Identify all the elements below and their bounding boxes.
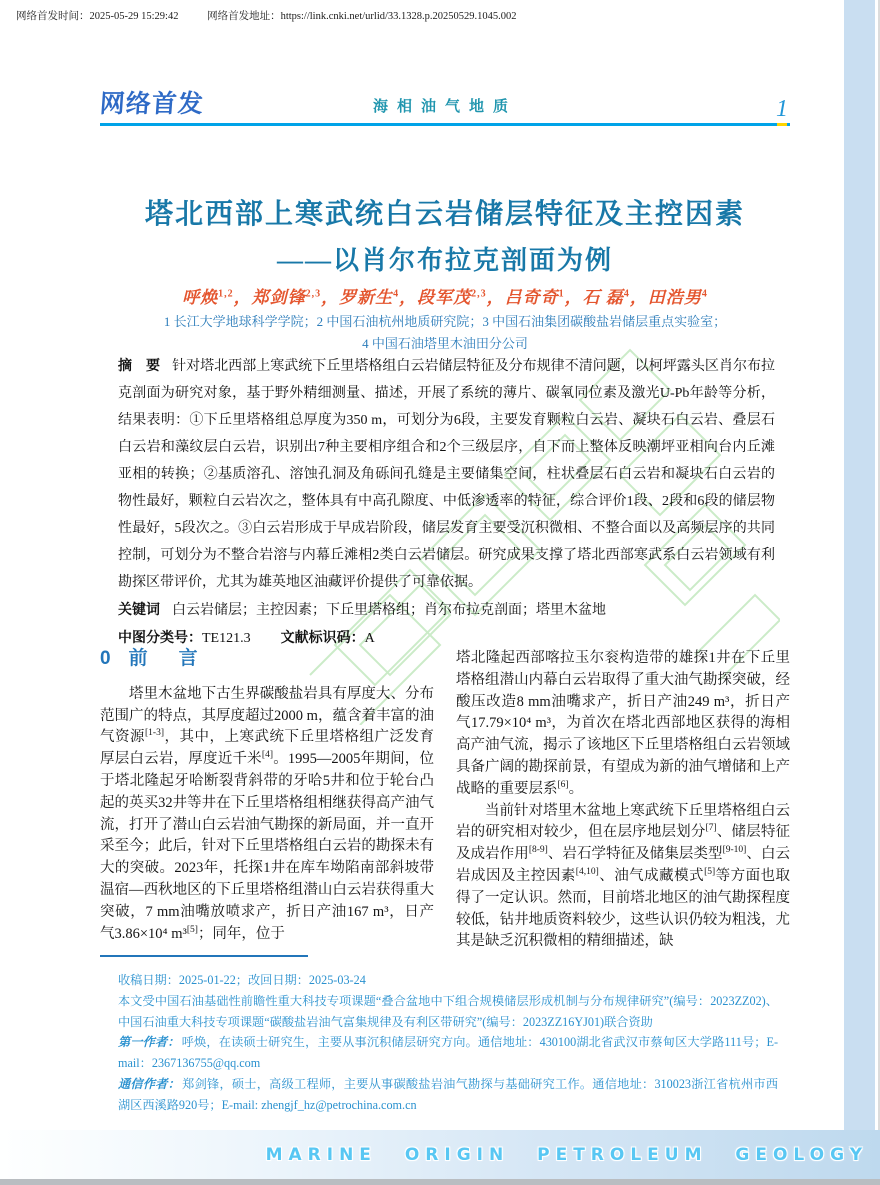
author-name: 石 磊$^4$ [582,288,630,307]
section-number: 0 [100,648,111,669]
left-column-paragraphs [100,684,434,946]
author-affiliation-sup: 2,3 [471,288,487,300]
author-name: 罗新生$^4$ [339,288,400,307]
author-separator: ， [321,288,340,307]
author-affiliation-sup: 1 [558,288,565,300]
footnote-label: 第一作者： [118,1035,180,1050]
onlinefirst-url-label: 网络首发地址： [207,11,281,22]
authors-line [85,283,805,308]
reference-marker: [4] [261,750,273,761]
body-paragraph [100,684,434,946]
author-separator: ， [629,288,648,307]
footnote-item [118,970,778,991]
body-text: 、白云岩成因及主控因素 [456,846,791,884]
affiliations-line1: 1 长江大学地球科学学院；2 中国石油杭州地质研究院；3 中国石油集团碳酸盐岩储层重点实验室； [163,314,727,329]
keywords-label: 关键词 [118,601,160,617]
article-title-line2: ——以肖尔布拉克剖面为例 [276,246,613,275]
header-rule [100,123,790,126]
article-meta [118,352,775,652]
footnote-text: 郑剑锋，硕士，高级工程师，主要从事碳酸盐岩油气勘探与基础研究工作。通信地址：310023浙江省杭州市西湖区西溪路920号；E-mail: zhengjf_hz@petrochina.com.cn [118,1076,779,1112]
left-column [100,648,434,953]
abstract-label: 摘 要 [118,357,161,373]
page-right-strip [844,0,875,1130]
reference-marker: [1-3] [145,728,164,739]
footnote-text: 本文受中国石油基础性前瞻性重大科技专项课题“叠合盆地中下组合规模储层形成机制与分布规律研究”(编号：2023ZZ02)、中国石油重大科技专项课题“碳酸盐岩油气富集规律及有利区带研究”(编号：2023ZZ16YJ01)联合资助 [118,993,778,1029]
affiliations-line2: 4 中国石油塔里木油田分公司 [362,336,528,351]
bottom-band [0,1130,880,1179]
author-affiliation-sup: 4 [623,288,630,300]
author-separator: ， [233,288,252,307]
reference-marker: [5] [186,924,198,935]
doc-code-value: A [364,631,375,646]
clc-label: 中图分类号： [118,629,202,645]
reference-marker: [9-10] [722,845,747,856]
page-bottom-edge [0,1179,880,1185]
body-text: ，其中，上寒武统下丘里塔格组广泛发育厚层白云岩，厚度近千米 [100,729,434,768]
onlinefirst-time-value: 2025-05-29 15:29:42 [89,11,179,22]
doc-code-label: 文献标识码： [280,629,365,645]
author-name: 郑剑锋$^{2,3}$ [251,288,322,307]
author-name: 呼焕$^{1,2}$ [182,288,234,307]
author-name: 段军茂$^{2,3}$ [417,288,487,307]
reference-marker: [5] [704,867,716,878]
body-text: 当前针对塔里木盆地上寒武统下丘里塔格组白云岩的研究相对较少，但在层序地层划分 [456,802,790,841]
journal-header [100,90,790,123]
reference-marker: [8-9] [528,845,548,856]
body-text: 塔北隆起西部喀拉玉尔衮构造带的雄探1井在下丘里塔格组潜山内幕白云岩取得了重大油气勘探突破，经酸压改造8 mm油嘴求产，折日产油249 m³，折日产气17.79×10⁴ m³，为首次在塔北西部地区获得的海相高产油气流，揭示了该地区下丘里塔格组白云岩领域具备广阔的勘探前景，有望成为新的油气增储和上产战略的重要层系 [456,650,790,797]
clc-value: TE121.3 [202,631,251,646]
reference-marker: [4,10] [575,867,599,878]
right-column-paragraphs [456,648,790,953]
body-columns [100,648,790,953]
footnote-separator [100,955,308,957]
reference-marker: [6] [557,779,569,790]
author-affiliation-sup: 2,3 [305,288,322,300]
journal-title: 海相油气地质 [372,98,517,115]
abstract-paragraph [118,352,775,596]
footnotes [118,970,778,1116]
footnote-text: 呼焕，在读硕士研究生，主要从事沉积储层研究方向。通信地址：430100湖北省武汉市蔡甸区大学路111号；E-mail：2367136755@qq.com [118,1035,778,1071]
body-text: 、油气成藏模式 [598,867,705,884]
body-text: 、岩石学特征及储集层类型 [547,846,723,863]
body-text: 。1995—2005年期间，位于塔北隆起牙哈断裂背斜带的牙哈5井和位于轮台凸起的英买32井等井在下丘里塔格组相继获得高产油气流，打开了潜山白云岩油气勘探的新局面，并一直开采至今；此后，针对下丘里塔格组白云岩的勘探未有大的突破。2023年，托探1井在库车坳陷南部斜坡带温宿—西秋地区的下丘里塔格组潜山白云岩获得重大突破，7 mm油嘴放喷求产，折日产油167 m³，日产气3.86×10⁴ m³ [100,751,435,942]
footnote-label: 通信作者： [118,1076,181,1091]
article-title-line1: 塔北西部上寒武统白云岩储层特征及主控因素 [144,199,745,230]
footnote-item [118,991,778,1033]
author-separator: ， [486,288,505,307]
author-name: 吕奇奇$^1$ [504,288,565,307]
body-text: 塔里木盆地下古生界碳酸盐岩具有厚度大、分布范围广的特点，其厚度超过2000 m，蕴含着丰富的油气资源 [100,685,434,746]
author-separator: ， [399,288,418,307]
author-affiliation-sup: 4 [701,288,708,300]
onlinefirst-time-label: 网络首发时间： [16,11,90,22]
abstract-text: 针对塔北西部上寒武统下丘里塔格组白云岩储层特征及分布规律不清问题，以柯坪露头区肖尔布拉克剖面为研究对象，基于野外精细测量、描述，开展了系统的薄片、碳氧同位素及激光U-Pb年龄等分析，结果表明：①下丘里塔格组总厚度为350 m，可划分为6段，主要发育颗粒白云岩、凝块石白云岩、叠层石白云岩和藻纹层白云岩，识别出7种主要相序组合和2个三级层序，自下而上整体反映潮坪亚相向台内丘滩亚相的转换；②基质溶孔、溶蚀孔洞及角砾间孔缝是主要储集空间，柱状叠层石白云岩和凝块石白云岩的物性最好，颗粒白云岩次之，整体具有中高孔隙度、中低渗透率的特征，综合评价1段、2段和6段的储层物性最好，5段次之。③白云岩形成于早成岩阶段，储层发育主要受沉积微相、不整合面以及高频层序的共同控制，可划分为不整合岩溶与内幕丘滩相2类白云岩储层。研究成果支撑了塔北西部寒武系白云岩领域有利勘探区带评价，尤其为雄英地区油藏评价提供了可靠依据。 [118,359,776,590]
author-separator: ， [564,288,583,307]
onlinefirst-topbar [16,8,543,23]
onlinefirst-url-value: https://link.cnki.net/urlid/33.1328.p.20250529.1045.002 [280,11,517,22]
keywords-line [118,596,775,624]
onlinefirst-logo: 网络首发 [98,90,205,118]
section-title: 前 言 [128,648,204,669]
body-text: ；同年，位于 [197,925,285,942]
footnote-item [118,1074,778,1116]
body-text: 等方面也取得了一定认识。然而，目前塔北地区的油气勘探程度较低，钻井地质资料较少，这些认识仍较为粗浅，尤其是缺乏沉积微相的精细描述，缺 [456,867,791,950]
footnote-item [118,1032,778,1074]
body-paragraph [456,648,790,801]
section-heading [100,648,434,670]
reference-marker: [7] [705,823,717,834]
journal-watermark-text: MARINE ORIGIN PETROLEUM GEOLOGY [265,1144,868,1165]
body-paragraph [456,801,790,954]
body-text: 。 [568,780,584,797]
author-name: 田浩男$^4$ [647,288,708,307]
right-column [456,648,790,953]
affiliations [85,311,805,355]
article-title [85,192,805,277]
page-number: 1 [776,96,788,122]
footnote-text: 收稿日期：2025-01-22；改回日期：2025-03-24 [118,973,366,987]
body-text: 、储层特征及成岩作用 [456,824,791,863]
keywords-text: 白云岩储层；主控因素；下丘里塔格组；肖尔布拉克剖面；塔里木盆地 [172,603,606,618]
author-affiliation-sup: 1,2 [218,288,234,300]
author-affiliation-sup: 4 [393,288,400,300]
